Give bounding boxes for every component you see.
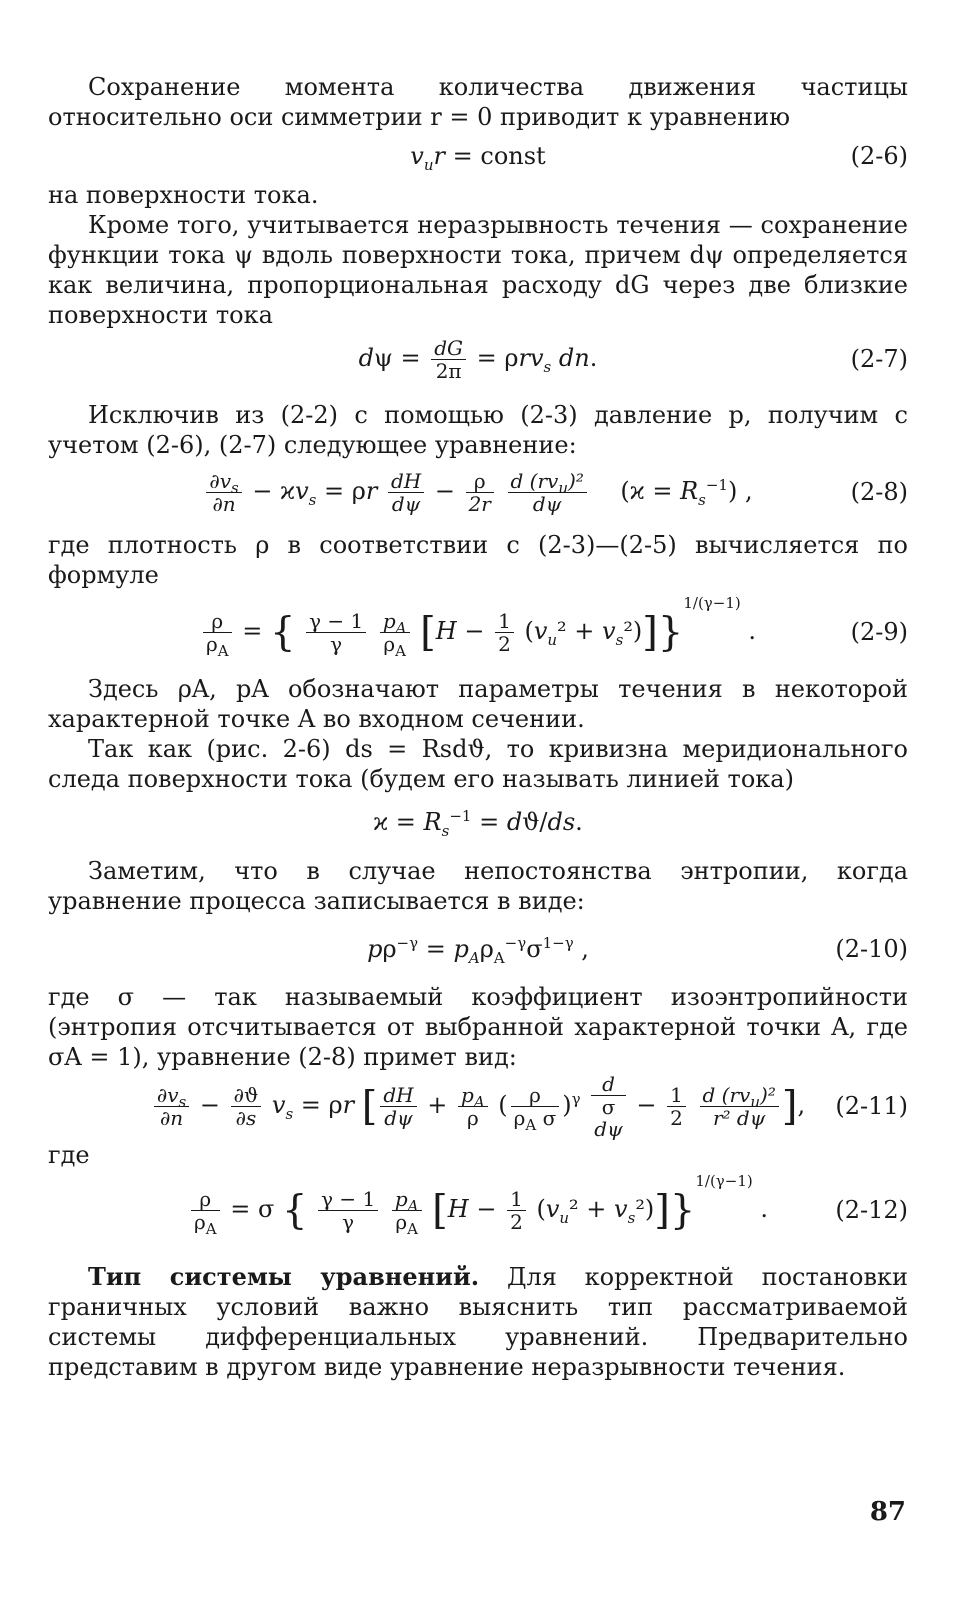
paragraph-3: Кроме того, учитывается неразрывность течения — сохранение функции тока ψ вдоль поверхности тока, причем dψ определяется как величина, пропорциональная расходу dG через две близкие поверхности тока	[48, 211, 908, 329]
paragraph-8: Заметим, что в случае непостоянства энтропии, когда уравнение процесса записывается в виде:	[48, 857, 908, 915]
equation-number: (2-12)	[835, 1196, 908, 1224]
paragraph-4: Исключив из (2-2) с помощью (2-3) давление p, получим с учетом (2-6), (2-7) следующее уравнение:	[48, 401, 908, 459]
paragraph-7: Так как (рис. 2-6) ds = Rsdϑ, то кривизна меридионального следа поверхности тока (будем его называть линией тока)	[48, 735, 908, 793]
equation-2-9: $\frac{\rho}{\rho_A}$ = { $\frac{\gamma - 1}{\gamma}$ $\frac{p_A}{\rho_A}$ [H − $\frac{1}{2}$ $(v_u^2 + v_s^2)]\}^{1/(\gamma-1)}$ . (2-9)	[48, 590, 908, 674]
equation-2-11: $\frac{\partial v_s}{\partial n}$ − $\frac{\partial ϑ}{\partial s}$ $v_s = \rho r$ [ $\frac{dH}{d\psi}$ + $\frac{p_A}{\rho}$ ( $\frac{\rho}{\rho_A \sigma}$ )$^\gamma$ d σ dψ − $\frac{1}{2}$ $\frac{d (rv_u)^2}{\text{r² dψ}}$ ], (2-11)	[48, 1072, 908, 1140]
equation-number: (2-6)	[850, 142, 908, 170]
equation-2-7: dψ = $\frac{dG}{2\pi}$ = ρrv$_s$ dn. (2-7)	[358, 335, 908, 383]
equation-number: (2-11)	[835, 1092, 908, 1120]
equation-number: (2-7)	[850, 345, 908, 373]
paragraph-10: где	[48, 1141, 90, 1169]
equation-number: (2-10)	[835, 935, 908, 963]
page-number: 87	[869, 1497, 906, 1527]
equation-2-10: $p\rho^{-\gamma} = p_A\rho_A^{-\gamma}\sigma^{1-\gamma}$ , (2-10)	[367, 934, 908, 967]
equation-2-8: $\frac{\partial v_s}{\partial n}$ − $ϰv_s = \rho r$ $\frac{dH}{d\psi}$ − $\frac{\rho}{2r}$ $\frac{d (rv_u)^2}{d\psi}$ $(ϰ = R_s^{-1})$ , (2-8)	[48, 460, 908, 524]
paragraph-2: на поверхности тока.	[48, 181, 319, 209]
page-body	[48, 72, 908, 1382]
paragraph-6: Здесь ρA, pA обозначают параметры течения в некоторой характерной точке A во входном сечении.	[48, 675, 908, 733]
equation-number: (2-9)	[850, 618, 908, 646]
paragraph-5: где плотность ρ в соответствии с (2-3)—(2-5) вычисляется по формуле	[48, 531, 908, 589]
equation-number: (2-8)	[850, 478, 908, 506]
paragraph-11-body: Для корректной постановки граничных условий важно выяснить тип рассматриваемой системы дифференциальных уравнений. Предварительно представим в другом виде уравнение неразрывности течения.	[48, 1263, 908, 1381]
paragraph-1: Сохранение момента количества движения частицы относительно оси симметрии r = 0 приводит к уравнению	[48, 73, 908, 131]
section-heading: Тип системы уравнений.	[88, 1262, 480, 1291]
equation-2-12: $\frac{\rho}{\rho_A}$ = σ { $\frac{\gamma - 1}{\gamma}$ $\frac{p_A}{\rho_A}$ [H − $\frac{1}{2}$ $(v_u^2 + v_s^2)]\}^{1/(\gamma-1)}$ . (2-12)	[48, 1170, 908, 1250]
paragraph-9: где σ — так называемый коэффициент изоэнтропийности (энтропия отсчитывается от выбранной характерной точки A, где σA = 1), уравнение (2-8) примет вид:	[48, 983, 908, 1071]
equation-2-6: $v_ur$ = const (2-6)	[410, 142, 908, 174]
paragraph-11	[48, 1262, 908, 1382]
equation-curvature: $ϰ = R_s^{-1} = dϑ/ds$.	[373, 807, 583, 840]
